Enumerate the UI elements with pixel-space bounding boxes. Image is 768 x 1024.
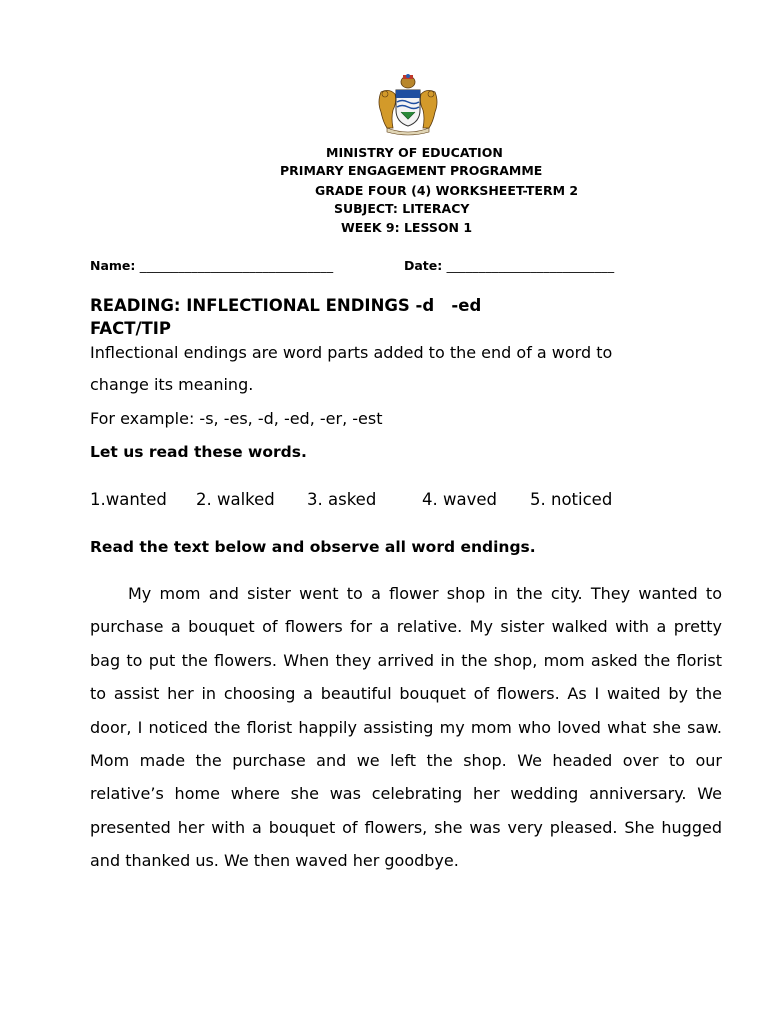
header-subject: SUBJECT: LITERACY [334, 201, 470, 216]
example-line: For example: -s, -es, -d, -ed, -er, -est [90, 409, 383, 428]
instruction: Read the text below and observe all word endings. [90, 538, 536, 556]
name-field[interactable] [90, 258, 333, 273]
passage-text: My mom and sister went to a flower shop in the city. They wanted to purchase a bouquet of flowers for a relative. My sister walked with a pretty bag to put the flowers. When they arrived in the shop, mom asked the florist to assist her in choosing a beautiful bouquet of flowers. As I waited by the door, I noticed the florist happily assisting my mom who loved what she saw. Mom made the purchase and we left the shop. We headed over to our relative’s home where she was celebrating her wedding anniversary. We presented her with a bouquet of flowers, she was very pleased. She hugged and thanked us. We then waved her goodbye. [90, 584, 722, 871]
header-programme: PRIMARY ENGAGEMENT PROGRAMME [280, 163, 543, 178]
date-blank[interactable]: __________________________ [446, 258, 615, 273]
word-item-1: 1.wanted [90, 490, 167, 509]
reading-passage [90, 577, 722, 878]
word-item-3: 3. asked [307, 490, 377, 509]
name-blank[interactable]: ______________________________ [139, 258, 334, 273]
word-item-5: 5. noticed [530, 490, 613, 509]
date-field[interactable] [404, 258, 614, 273]
fact-line-1: Inflectional endings are word parts added to the end of a word to [90, 343, 613, 362]
header-grade: GRADE FOUR (4) WORKSHEET-TERM 2 [315, 183, 579, 198]
read-prompt: Let us read these words. [90, 443, 307, 461]
section-title: READING: INFLECTIONAL ENDINGS -d -ed [90, 296, 482, 315]
date-label: Date: [404, 258, 443, 273]
name-label: Name: [90, 258, 136, 273]
section-subtitle: FACT/TIP [90, 319, 172, 338]
word-item-2: 2. walked [196, 490, 275, 509]
word-item-4: 4. waved [422, 490, 497, 509]
coat-of-arms-emblem [375, 72, 441, 136]
fact-line-2: change its meaning. [90, 375, 254, 394]
header-ministry: MINISTRY OF EDUCATION [326, 145, 503, 160]
header-week: WEEK 9: LESSON 1 [341, 220, 473, 235]
